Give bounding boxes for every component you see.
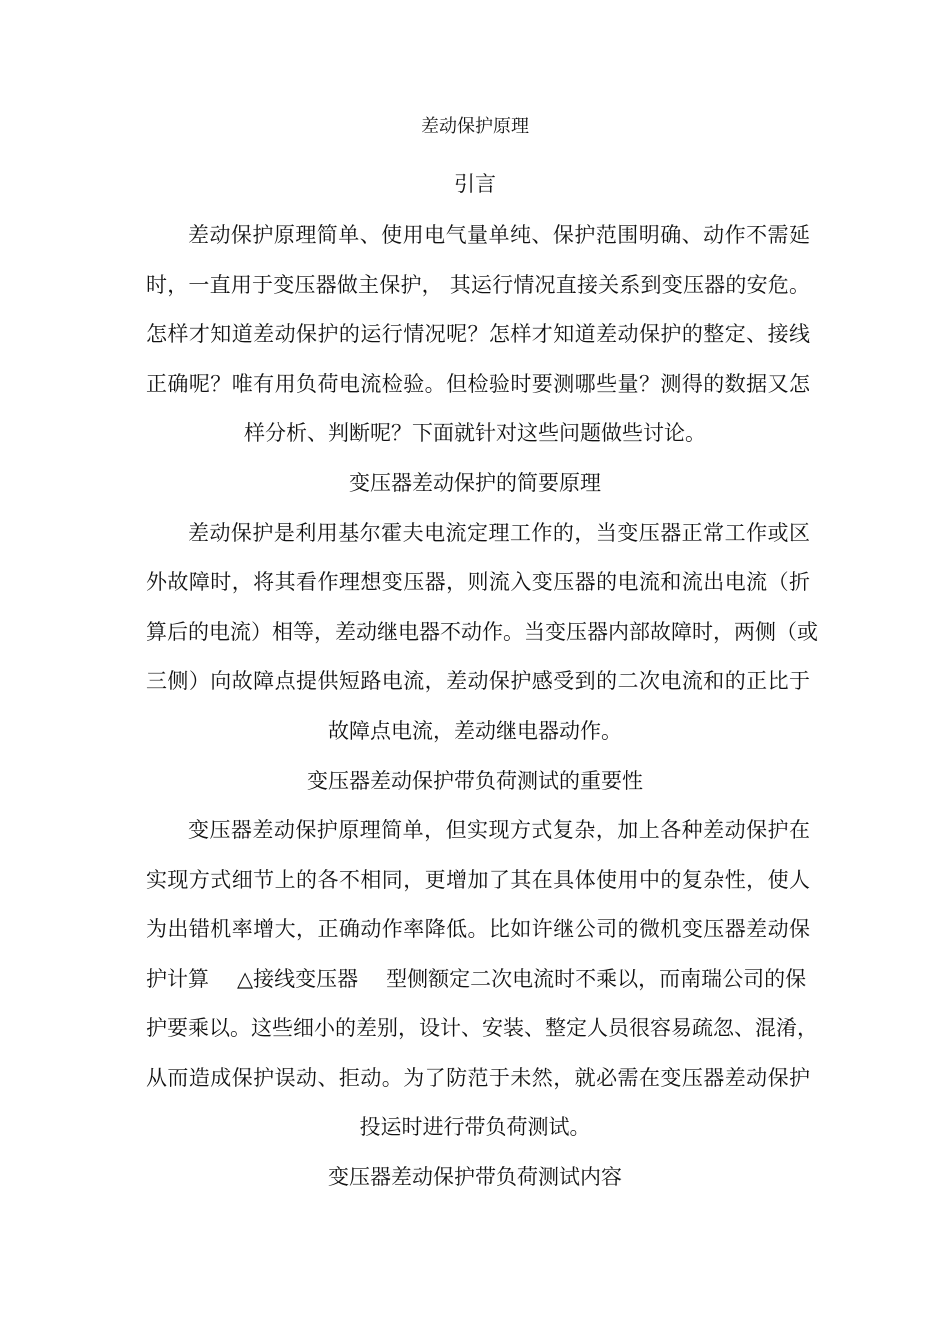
paragraph-line [146,964,810,994]
section-heading-test-content: 变压器差动保护带负荷测试内容 [328,1165,622,1189]
paragraph-line: 护要乘以。这些细小的差别，设计、安装、整定人员很容易疏忽、混淆， [146,1016,818,1040]
section-heading-introduction: 引言 [454,172,496,196]
text-fragment: 护计算 [146,967,209,991]
paragraph-line: 实现方式细节上的各不相同，更增加了其在具体使用中的复杂性，使人 [146,868,810,892]
section-heading-importance: 变压器差动保护带负荷测试的重要性 [307,769,643,793]
text-fragment: 型侧额定二次电流时不乘以，而南瑞公司的保 [386,967,807,991]
paragraph-line: 外故障时，将其看作理想变压器，则流入变压器的电流和流出电流（折 [146,570,810,594]
paragraph-line: 变压器差动保护原理简单，但实现方式复杂，加上各种差动保护在 [188,818,810,842]
paragraph-line: 怎样才知道差动保护的运行情况呢？怎样才知道差动保护的整定、接线 [146,322,810,346]
paragraph-line: 正确呢？唯有用负荷电流检验。但检验时要测哪些量？测得的数据又怎 [146,372,810,396]
paragraph-line: 三侧）向故障点提供短路电流，差动保护感受到的二次电流和的正比于 [146,669,810,693]
paragraph-line: 为出错机率增大，正确动作率降低。比如许继公司的微机变压器差动保 [146,917,810,941]
document-title: 差动保护原理 [421,116,529,137]
paragraph-line: 时，一直用于变压器做主保护， 其运行情况直接关系到变压器的安危。 [146,273,810,297]
paragraph-last-line: 投运时进行带负荷测试。 [359,1115,591,1139]
paragraph-line: 差动保护是利用基尔霍夫电流定理工作的，当变压器正常工作或区 [188,521,810,545]
paragraph-last-line: 故障点电流，差动继电器动作。 [328,719,622,743]
text-fragment: △接线变压器 [237,967,359,991]
paragraph-line: 从而造成保护误动、拒动。为了防范于未然，就必需在变压器差动保护 [146,1066,810,1090]
paragraph-line: 算后的电流）相等，差动继电器不动作。当变压器内部故障时，两侧（或 [146,620,818,644]
paragraph-line: 差动保护原理简单、使用电气量单纯、保护范围明确、动作不需延 [188,223,810,247]
section-heading-principle: 变压器差动保护的简要原理 [349,471,601,495]
paragraph-last-line: 样分析、判断呢？下面就针对这些问题做些讨论。 [244,421,706,445]
